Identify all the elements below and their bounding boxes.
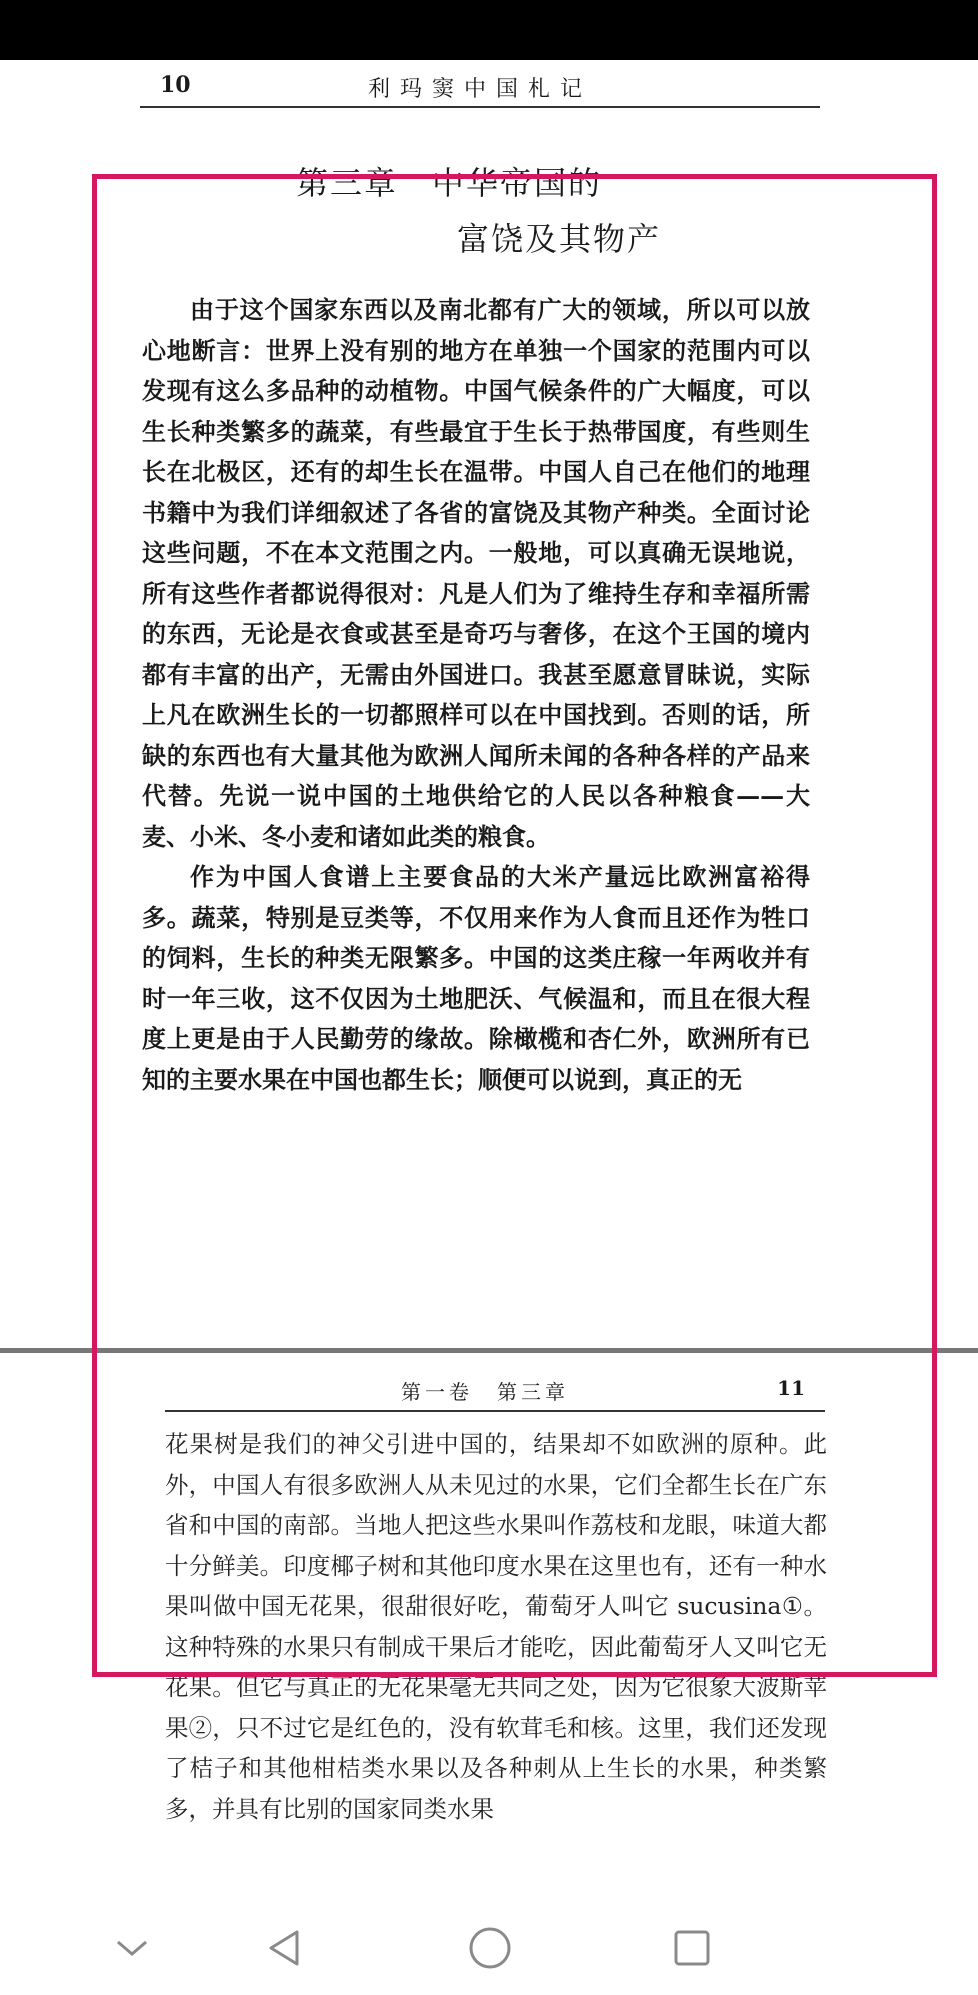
paragraph: 花果树是我们的神父引进中国的，结果却不如欧洲的原种。此外，中国人有很多欧洲人从未见过的水果，它们全都生长在广东省和中国的南部。当地人把这些水果叫作荔枝和龙眼，味道大都十分鲜美。印度椰子树和其他印度水果在这里也有，还有一种水果叫做中国无花果，很甜很好吃，葡萄牙人叫它 sucusina①。这种特殊的水果只有制成干果后才能吃，因此葡萄牙人又叫它无花果。但它与真正的无花果毫无共同之处，因为它很象大波斯苹果②，只不过它是红色的，没有软茸毛和核。这里，我们还发现了桔子和其他柑桔类水果以及各种刺从上生长的水果，种类繁多，并具有比别的国家同类水果	[165, 1430, 827, 1823]
navigation-bar	[0, 1900, 978, 1995]
status-bar	[0, 0, 978, 60]
back-triangle-icon	[263, 1926, 307, 1970]
collapse-button[interactable]	[102, 1918, 162, 1978]
page-header-2	[165, 1370, 825, 1412]
chapter-title-line1: 第三章 中华帝国的	[295, 164, 602, 202]
page-number: 10	[160, 72, 191, 98]
home-button[interactable]	[460, 1918, 520, 1978]
running-title: 利玛窦中国札记	[367, 77, 592, 102]
recents-button[interactable]	[662, 1918, 722, 1978]
chapter-title-line2: 富饶及其物产	[456, 220, 661, 258]
page-divider	[0, 1348, 978, 1353]
page-header	[140, 70, 820, 108]
back-button[interactable]	[255, 1918, 315, 1978]
recents-square-icon	[671, 1927, 713, 1969]
home-circle-icon	[467, 1925, 513, 1971]
chevron-down-icon	[112, 1928, 152, 1968]
paragraph: 作为中国人食谱上主要食品的大米产量远比欧洲富裕得多。蔬菜，特别是豆类等，不仅用来作为人食而且还作为牲口的饲料，生长的种类无限繁多。中国的这类庄稼一年两收并有时一年三收，这不仅因为土地肥沃、气候温和，而且在很大程度上更是由于人民勤劳的缘故。除橄榄和杏仁外，欧洲所有已知的主要水果在中国也都生长；顺便可以说到，真正的无	[142, 862, 810, 1094]
page-number-2: 11	[777, 1376, 805, 1400]
page2-body-text	[165, 1424, 827, 1829]
running-title-2: 第一卷 第三章	[401, 1380, 569, 1404]
paragraph: 由于这个国家东西以及南北都有广大的领域，所以可以放心地断言：世界上没有别的地方在单独一个国家的范围内可以发现有这么多品种的动植物。中国气候条件的广大幅度，可以生长种类繁多的蔬菜，有些最宜于生长于热带国度，有些则生长在北极区，还有的却生长在温带。中国人自己在他们的地理书籍中为我们详细叙述了各省的富饶及其物产种类。全面讨论这些问题，不在本文范围之内。一般地，可以真确无误地说，所有这些作者都说得很对：凡是人们为了维持生存和幸福所需的东西，无论是衣食或甚至是奇巧与奢侈，在这个王国的境内都有丰富的出产，无需由外国进口。我甚至愿意冒昧说，实际上凡在欧洲生长的一切都照样可以在中国找到。否则的话，所缺的东西也有大量其他为欧洲人闻所未闻的各种各样的产品来代替。先说一说中国的土地供给它的人民以各种粮食——大麦、小米、冬小麦和诸如此类的粮食。	[142, 295, 810, 851]
page-body-text	[142, 290, 810, 1100]
